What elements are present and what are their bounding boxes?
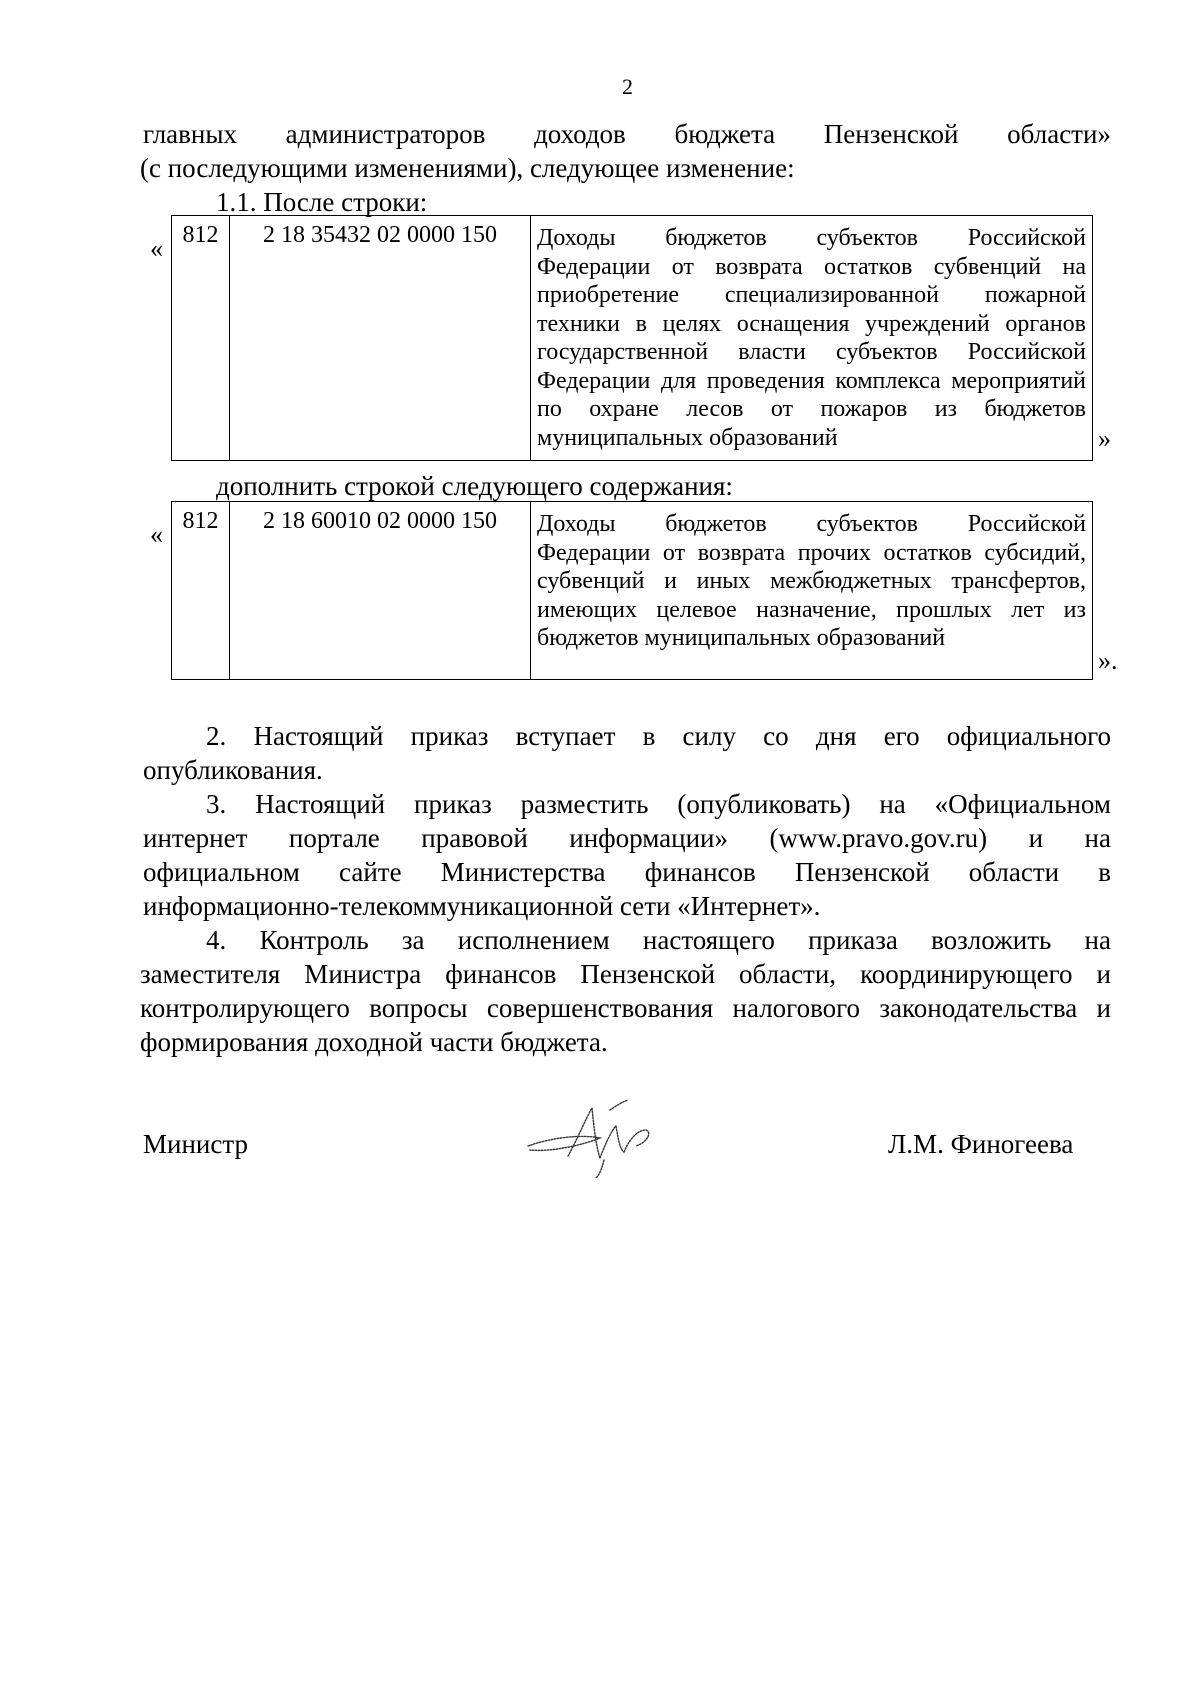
- budget-code-table-before: [171, 215, 1093, 461]
- description-cell: [531, 502, 1093, 680]
- open-quote: «: [150, 234, 163, 263]
- description-line: техники в целях оснащения учреждений органов: [537, 310, 1086, 337]
- description-line: субвенций и иных межбюджетных трансфертов,: [537, 568, 1086, 594]
- item-3-line-1: 3. Настоящий приказ разместить (опубликовать) на «Официальном: [206, 789, 1111, 819]
- signer-position: Министр: [143, 1129, 248, 1159]
- page-number: 2: [622, 74, 633, 99]
- description-line: Федерации от возврата прочих остатков субсидий,: [537, 539, 1086, 566]
- item-4-line-3: контролирующего вопросы совершенствования налогового законодательства и: [140, 993, 1111, 1023]
- item-2-line-2: опубликования.: [143, 755, 323, 785]
- kbk-cell: 2 18 35432 02 0000 150: [230, 216, 531, 461]
- supplement-label: дополнить строкой следующего содержания:: [216, 471, 733, 501]
- description-line: приобретение специализированной пожарной: [537, 282, 1086, 308]
- item-4-line-1: 4. Контроль за исполнением настоящего приказа возложить на: [206, 925, 1111, 955]
- close-quote: ».: [1098, 646, 1118, 675]
- intro-line-2: (с последующими изменениями), следующее изменение:: [140, 153, 795, 183]
- description-line: имеющих целевое назначение, прошлых лет из: [537, 596, 1086, 623]
- item-3-line-4: информационно-телекоммуникационной сети «Интернет».: [143, 891, 821, 921]
- item-4-line-2: заместителя Министра финансов Пензенской области, координирующего и: [140, 959, 1111, 989]
- signature-image: [520, 1098, 670, 1178]
- intro-word: бюджета: [674, 119, 776, 149]
- intro-line-1: [143, 118, 1111, 150]
- signer-name: Л.М. Финогеева: [888, 1129, 1074, 1159]
- description-line: государственной власти субъектов Российской: [537, 339, 1086, 365]
- table-row: [172, 216, 1093, 461]
- description-line: Федерации для проведения комплекса мероприятий: [537, 367, 1086, 394]
- intro-word: администраторов: [285, 119, 486, 149]
- description-line: по охране лесов от пожаров из бюджетов: [537, 396, 1086, 422]
- description-line: Доходы бюджетов субъектов Российской: [537, 225, 1086, 251]
- item-3-line-3: официальном сайте Министерства финансов Пензенской области в: [143, 857, 1111, 887]
- intro-word: главных: [143, 119, 237, 149]
- description-line: Федерации от возврата остатков субвенций на: [537, 253, 1086, 280]
- intro-line-3: 1.1. После строки:: [216, 187, 428, 217]
- intro-word: области»: [1007, 119, 1111, 149]
- kbk-cell: 2 18 60010 02 0000 150: [230, 502, 531, 680]
- description-line: бюджетов муниципальных образований: [537, 625, 946, 651]
- admin-code-cell: 812: [172, 216, 230, 461]
- item-2-line-1: 2. Настоящий приказ вступает в силу со дня его официального: [206, 721, 1111, 751]
- description-line: муниципальных образований: [537, 424, 838, 451]
- description-line: Доходы бюджетов субъектов Российской: [537, 511, 1086, 537]
- intro-word: Пензенской: [823, 119, 959, 149]
- close-quote: »: [1098, 424, 1111, 453]
- admin-code-cell: 812: [172, 502, 230, 680]
- intro-word: доходов: [534, 119, 626, 149]
- item-3-line-2: интернет портале правовой информации» (www.pravo.gov.ru) и на: [143, 823, 1111, 853]
- budget-code-table-after: [171, 501, 1093, 680]
- description-cell: [531, 216, 1093, 461]
- table-row: [172, 502, 1093, 680]
- item-4-line-4: формирования доходной части бюджета.: [140, 1027, 608, 1057]
- open-quote: «: [150, 520, 163, 549]
